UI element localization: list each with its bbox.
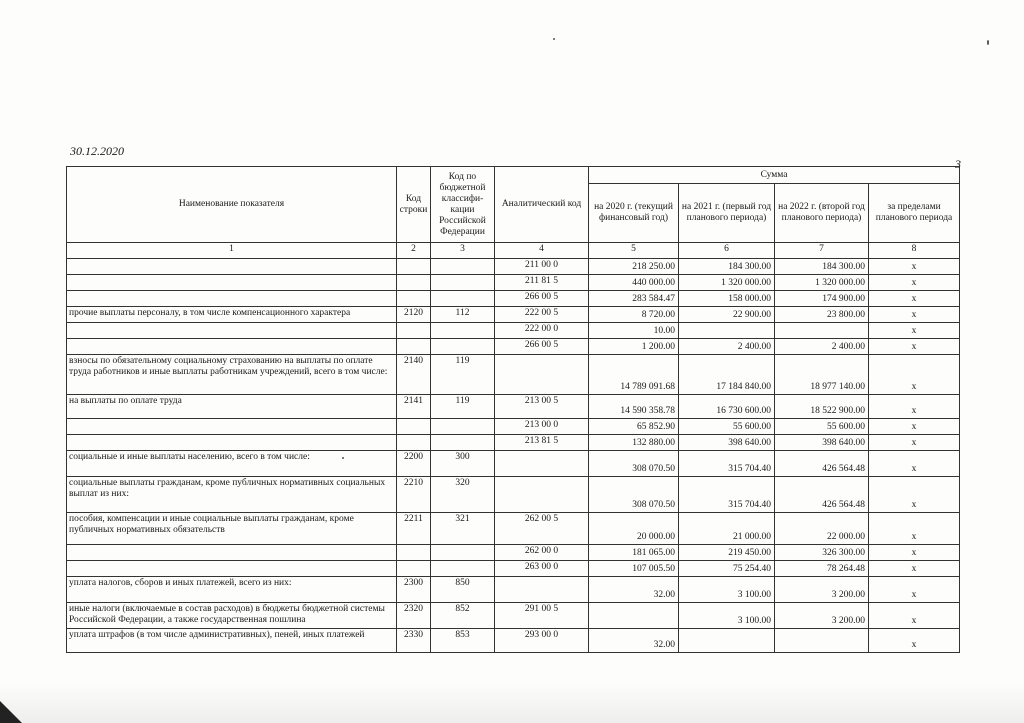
row-budget-code	[431, 561, 495, 577]
row-analytic-code	[495, 577, 589, 603]
row-name: иные налоги (включаемые в состав расходов) в бюджеты бюджетной системы Российской Федерации, а также государственная пошлина	[67, 603, 397, 629]
column-number: 3	[431, 243, 495, 259]
row-budget-code: 300	[431, 451, 495, 477]
row-name	[67, 323, 397, 339]
row-sum-2020: 14 789 091.68	[589, 355, 679, 395]
row-budget-code: 850	[431, 577, 495, 603]
column-number: 4	[495, 243, 589, 259]
row-sum-2022	[775, 629, 869, 653]
row-sum-2020: 32.00	[589, 629, 679, 653]
column-number: 1	[67, 243, 397, 259]
row-sum-beyond: x	[869, 545, 960, 561]
row-name: уплата налогов, сборов и иных платежей, всего из них:	[67, 577, 397, 603]
row-analytic-code: 213 00 0	[495, 419, 589, 435]
page-number: 3	[955, 157, 961, 171]
table-row	[67, 629, 960, 653]
row-code	[397, 435, 431, 451]
row-sum-beyond: x	[869, 513, 960, 545]
row-name	[67, 435, 397, 451]
row-budget-code	[431, 419, 495, 435]
row-sum-2021: 219 450.00	[679, 545, 775, 561]
row-sum-2020: 308 070.50	[589, 451, 679, 477]
row-sum-2022: 2 400.00	[775, 339, 869, 355]
row-name: социальные выплаты гражданам, кроме публичных нормативных социальных выплат из них:	[67, 477, 397, 513]
row-analytic-code: 222 00 5	[495, 307, 589, 323]
row-sum-2020: 283 584.47	[589, 291, 679, 307]
row-analytic-code	[495, 477, 589, 513]
row-name	[67, 561, 397, 577]
row-sum-beyond: x	[869, 275, 960, 291]
row-sum-2022: 55 600.00	[775, 419, 869, 435]
row-sum-beyond: x	[869, 603, 960, 629]
row-name: на выплаты по оплате труда	[67, 395, 397, 419]
row-code	[397, 545, 431, 561]
row-sum-2022: 426 564.48	[775, 451, 869, 477]
row-name	[67, 291, 397, 307]
row-sum-beyond: x	[869, 307, 960, 323]
row-sum-2020: 32.00	[589, 577, 679, 603]
row-name	[67, 275, 397, 291]
row-code: 2320	[397, 603, 431, 629]
row-sum-2021: 3 100.00	[679, 577, 775, 603]
row-code: 2210	[397, 477, 431, 513]
scan-speck	[987, 40, 989, 45]
header-budget-code: Код по бюджетной классифи-кации Российской Федерации	[431, 167, 495, 243]
row-code: 2141	[397, 395, 431, 419]
row-code: 2120	[397, 307, 431, 323]
header-sum: Сумма	[589, 167, 960, 184]
row-sum-2020: 65 852.90	[589, 419, 679, 435]
row-code	[397, 339, 431, 355]
row-analytic-code: 213 81 5	[495, 435, 589, 451]
row-analytic-code: 262 00 0	[495, 545, 589, 561]
row-code	[397, 291, 431, 307]
row-sum-2020: 308 070.50	[589, 477, 679, 513]
row-code	[397, 259, 431, 275]
row-sum-2021: 75 254.40	[679, 561, 775, 577]
row-sum-beyond: x	[869, 259, 960, 275]
header-2020: на 2020 г. (текущий финансовый год)	[589, 184, 679, 243]
row-sum-2021: 315 704.40	[679, 451, 775, 477]
row-sum-2020: 20 000.00	[589, 513, 679, 545]
row-sum-2020: 218 250.00	[589, 259, 679, 275]
scan-speck	[553, 38, 555, 40]
row-sum-2021: 184 300.00	[679, 259, 775, 275]
row-name: прочие выплаты персоналу, в том числе компенсационного характера	[67, 307, 397, 323]
row-sum-2022: 78 264.48	[775, 561, 869, 577]
row-sum-beyond: x	[869, 629, 960, 653]
row-sum-2020: 132 880.00	[589, 435, 679, 451]
table-body	[67, 259, 960, 653]
row-analytic-code: 266 00 5	[495, 291, 589, 307]
row-analytic-code	[495, 451, 589, 477]
row-name: социальные и иные выплаты населению, всего в том числе:	[67, 451, 397, 477]
row-sum-2021: 16 730 600.00	[679, 395, 775, 419]
row-sum-2022: 326 300.00	[775, 545, 869, 561]
row-sum-beyond: x	[869, 451, 960, 477]
row-sum-2020: 107 005.50	[589, 561, 679, 577]
row-sum-2021	[679, 323, 775, 339]
row-sum-2021: 21 000.00	[679, 513, 775, 545]
row-sum-2022: 1 320 000.00	[775, 275, 869, 291]
table-row	[67, 477, 960, 513]
column-number: 2	[397, 243, 431, 259]
row-sum-beyond: x	[869, 435, 960, 451]
table-row	[67, 323, 960, 339]
table-row	[67, 275, 960, 291]
row-sum-2022: 22 000.00	[775, 513, 869, 545]
header-name: Наименование показателя	[67, 167, 397, 243]
row-code	[397, 561, 431, 577]
table-row	[67, 451, 960, 477]
header-beyond: за пределами планового периода	[869, 184, 960, 243]
row-budget-code: 321	[431, 513, 495, 545]
row-sum-2021: 17 184 840.00	[679, 355, 775, 395]
table-row	[67, 355, 960, 395]
row-sum-beyond: x	[869, 477, 960, 513]
row-sum-beyond: x	[869, 419, 960, 435]
row-sum-2022: 174 900.00	[775, 291, 869, 307]
row-sum-beyond: x	[869, 577, 960, 603]
row-budget-code: 119	[431, 395, 495, 419]
row-sum-2022: 426 564.48	[775, 477, 869, 513]
scan-shadow	[0, 683, 1024, 723]
row-sum-beyond: x	[869, 395, 960, 419]
row-budget-code	[431, 545, 495, 561]
table-row	[67, 395, 960, 419]
header-analytic-code: Аналитический код	[495, 167, 589, 243]
row-sum-beyond: x	[869, 323, 960, 339]
row-code: 2330	[397, 629, 431, 653]
row-sum-2021: 3 100.00	[679, 603, 775, 629]
row-sum-2020	[589, 603, 679, 629]
row-sum-2022: 18 522 900.00	[775, 395, 869, 419]
table-row	[67, 577, 960, 603]
row-analytic-code: 262 00 5	[495, 513, 589, 545]
header-row	[67, 167, 960, 184]
column-number: 6	[679, 243, 775, 259]
row-budget-code: 119	[431, 355, 495, 395]
row-sum-2022: 18 977 140.00	[775, 355, 869, 395]
row-analytic-code: 263 00 0	[495, 561, 589, 577]
row-name	[67, 545, 397, 561]
row-sum-2021: 158 000.00	[679, 291, 775, 307]
column-number: 5	[589, 243, 679, 259]
row-code	[397, 419, 431, 435]
row-analytic-code: 266 00 5	[495, 339, 589, 355]
row-code	[397, 323, 431, 339]
table-row	[67, 435, 960, 451]
row-sum-beyond: x	[869, 355, 960, 395]
row-sum-2020: 440 000.00	[589, 275, 679, 291]
row-sum-2022: 398 640.00	[775, 435, 869, 451]
row-sum-2021: 1 320 000.00	[679, 275, 775, 291]
column-number: 7	[775, 243, 869, 259]
table-row	[67, 339, 960, 355]
column-number-row	[67, 243, 960, 259]
header-2022: на 2022 г. (второй год планового периода)	[775, 184, 869, 243]
table-row	[67, 419, 960, 435]
row-name	[67, 339, 397, 355]
row-budget-code	[431, 339, 495, 355]
row-sum-2021: 315 704.40	[679, 477, 775, 513]
column-number: 8	[869, 243, 960, 259]
row-budget-code	[431, 435, 495, 451]
row-code: 2140	[397, 355, 431, 395]
row-code	[397, 275, 431, 291]
table-row	[67, 545, 960, 561]
row-budget-code: 112	[431, 307, 495, 323]
row-sum-2021	[679, 629, 775, 653]
row-budget-code	[431, 323, 495, 339]
row-name	[67, 419, 397, 435]
row-sum-beyond: x	[869, 561, 960, 577]
row-code: 2300	[397, 577, 431, 603]
row-sum-beyond: x	[869, 339, 960, 355]
row-name: пособия, компенсации и иные социальные выплаты гражданам, кроме публичных нормативных обязательств	[67, 513, 397, 545]
row-sum-2021: 22 900.00	[679, 307, 775, 323]
row-budget-code: 852	[431, 603, 495, 629]
row-sum-2022: 3 200.00	[775, 577, 869, 603]
table-row	[67, 259, 960, 275]
row-analytic-code: 291 00 5	[495, 603, 589, 629]
row-sum-2022: 184 300.00	[775, 259, 869, 275]
row-budget-code	[431, 275, 495, 291]
header-code: Код строки	[397, 167, 431, 243]
row-analytic-code: 222 00 0	[495, 323, 589, 339]
table-row	[67, 291, 960, 307]
row-sum-2020: 14 590 358.78	[589, 395, 679, 419]
row-analytic-code: 213 00 5	[495, 395, 589, 419]
row-sum-beyond: x	[869, 291, 960, 307]
row-name: взносы по обязательному социальному страхованию на выплаты по оплате труда работников и иные выплаты работникам учреждений, всего в том числе:	[67, 355, 397, 395]
row-code: 2211	[397, 513, 431, 545]
row-sum-2020: 181 065.00	[589, 545, 679, 561]
row-sum-2020: 8 720.00	[589, 307, 679, 323]
table-row	[67, 603, 960, 629]
row-code: 2200	[397, 451, 431, 477]
row-sum-2022: 3 200.00	[775, 603, 869, 629]
row-sum-2022	[775, 323, 869, 339]
row-sum-2022: 23 800.00	[775, 307, 869, 323]
row-analytic-code: 211 81 5	[495, 275, 589, 291]
table-row	[67, 513, 960, 545]
row-sum-2021: 2 400.00	[679, 339, 775, 355]
table-row	[67, 307, 960, 323]
row-sum-2021: 398 640.00	[679, 435, 775, 451]
header-2021: на 2021 г. (первый год планового периода)	[679, 184, 775, 243]
document-date: 30.12.2020	[70, 144, 124, 158]
row-sum-2020: 10.00	[589, 323, 679, 339]
row-analytic-code: 293 00 0	[495, 629, 589, 653]
table-row	[67, 561, 960, 577]
row-budget-code: 853	[431, 629, 495, 653]
row-name: уплата штрафов (в том числе административных), пеней, иных платежей	[67, 629, 397, 653]
row-budget-code: 320	[431, 477, 495, 513]
scan-corner	[0, 701, 22, 723]
row-sum-2020: 1 200.00	[589, 339, 679, 355]
financial-table	[66, 166, 960, 653]
row-analytic-code: 211 00 0	[495, 259, 589, 275]
row-budget-code	[431, 291, 495, 307]
row-analytic-code	[495, 355, 589, 395]
row-name	[67, 259, 397, 275]
row-sum-2021: 55 600.00	[679, 419, 775, 435]
row-budget-code	[431, 259, 495, 275]
